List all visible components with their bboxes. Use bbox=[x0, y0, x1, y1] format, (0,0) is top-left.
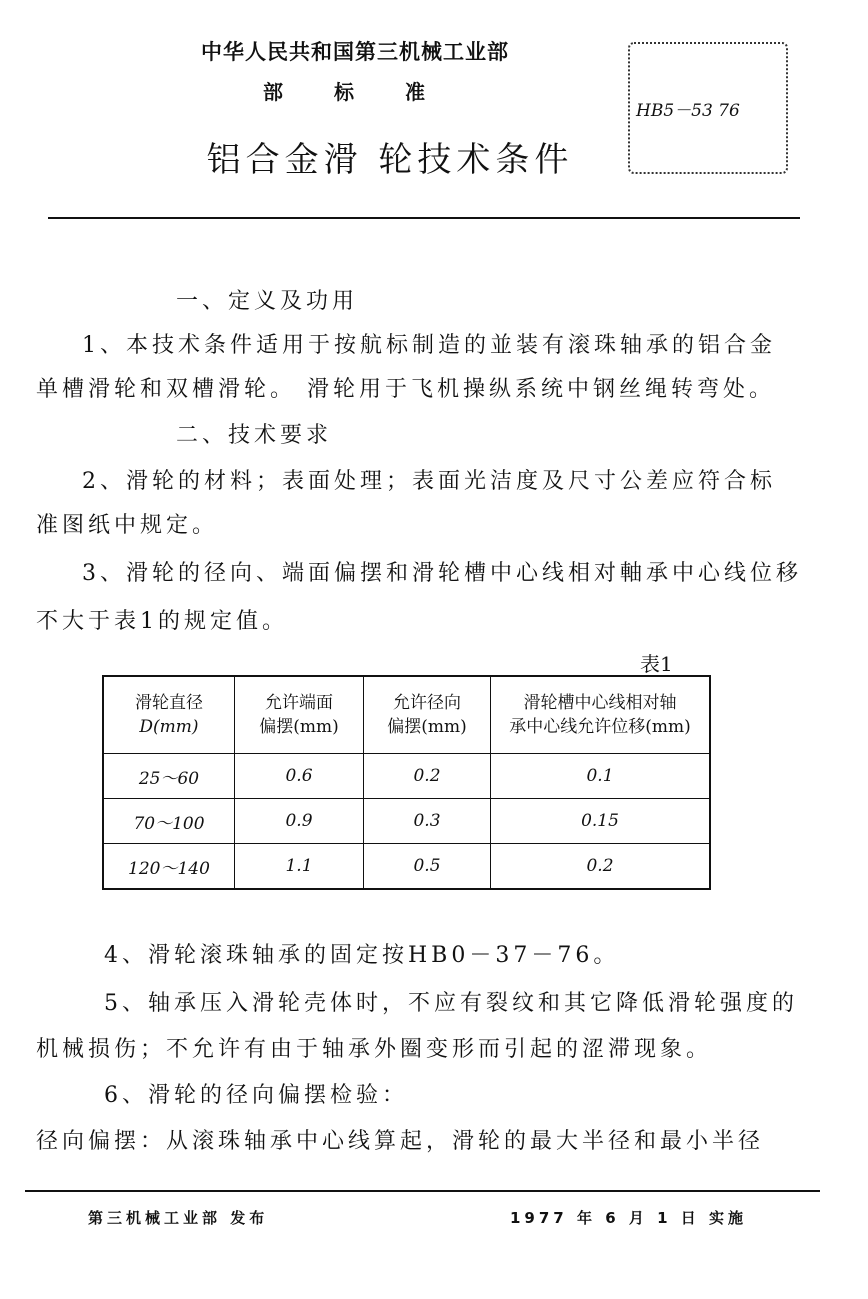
paragraph-line: 径向偏摆：从滚珠轴承中心线算起，滑轮的最大半径和最小半径 bbox=[36, 1129, 765, 1154]
paragraph-line: 4、滑轮滚珠轴承的固定按HB0－37－76。 bbox=[104, 943, 620, 968]
paragraph-line: 5、轴承压入滑轮壳体时，不应有裂纹和其它降低滑轮强度的 bbox=[104, 991, 798, 1016]
table-row bbox=[103, 754, 710, 799]
paragraph-line: 不大于表1的规定值。 bbox=[36, 609, 288, 634]
header-line: 滑轮槽中心线相对轴 bbox=[523, 693, 677, 713]
column-header bbox=[491, 676, 711, 754]
cell: 0.2 bbox=[491, 844, 711, 890]
publisher: 第三机械工业部 发布 bbox=[88, 1209, 269, 1227]
table-header-row bbox=[103, 676, 710, 754]
header-line: 偏摆(mm) bbox=[259, 717, 339, 737]
paragraph-line: 机械损伤；不允许有由于轴承外圈变形而引起的涩滞现象。 bbox=[36, 1037, 713, 1062]
cell: 0.15 bbox=[491, 799, 711, 844]
table-row bbox=[103, 844, 710, 890]
cell: 0.5 bbox=[364, 844, 491, 890]
paragraph-line: 6、滑轮的径向偏摆检验： bbox=[104, 1083, 408, 1108]
cell: 1.1 bbox=[235, 844, 364, 890]
header-divider bbox=[48, 217, 800, 219]
paragraph-line: 3、滑轮的径向、端面偏摆和滑轮槽中心线相对軸承中心线位移 bbox=[82, 561, 802, 586]
header-line: 允许径向 bbox=[393, 693, 461, 713]
cell: 0.9 bbox=[235, 799, 364, 844]
paragraph-line: 准图纸中规定。 bbox=[36, 513, 219, 538]
standard-category: 部 标 准 bbox=[263, 80, 447, 104]
cell: 0.3 bbox=[364, 799, 491, 844]
document-title: 铝合金滑 轮技术条件 bbox=[206, 140, 574, 180]
cell: 0.1 bbox=[491, 754, 711, 799]
column-header bbox=[235, 676, 364, 754]
tolerance-table bbox=[102, 675, 711, 890]
standard-code: HB5－53 76 bbox=[636, 101, 740, 121]
section-heading-1: 一、定义及功用 bbox=[176, 289, 359, 314]
footer-divider bbox=[25, 1190, 820, 1192]
header-line: 允许端面 bbox=[265, 693, 333, 713]
cell: 0.2 bbox=[364, 754, 491, 799]
column-header bbox=[364, 676, 491, 754]
section-heading-2: 二、技术要求 bbox=[176, 423, 333, 448]
header-line: D(mm) bbox=[139, 717, 199, 737]
header-line: 滑轮直径 bbox=[135, 693, 203, 713]
paragraph-line: 单槽滑轮和双槽滑轮。 滑轮用于飞机操纵系统中钢丝绳转弯处。 bbox=[36, 377, 775, 402]
cell: 70～100 bbox=[103, 799, 235, 844]
table-caption: 表1 bbox=[640, 652, 673, 676]
effective-date: 1977 年 6 月 1 日 实施 bbox=[510, 1209, 747, 1227]
paragraph-line: 2、滑轮的材料；表面处理；表面光洁度及尺寸公差应符合标 bbox=[82, 469, 776, 494]
cell: 120～140 bbox=[103, 844, 235, 890]
table-row bbox=[103, 799, 710, 844]
ministry-heading: 中华人民共和国第三机械工业部 bbox=[201, 40, 509, 64]
paragraph-line: 1、本技术条件适用于按航标制造的並装有滚珠轴承的铝合金 bbox=[82, 333, 776, 358]
cell: 25～60 bbox=[103, 754, 235, 799]
header-line: 偏摆(mm) bbox=[387, 717, 467, 737]
header-line: 承中心线允许位移(mm) bbox=[509, 717, 691, 737]
cell: 0.6 bbox=[235, 754, 364, 799]
column-header bbox=[103, 676, 235, 754]
